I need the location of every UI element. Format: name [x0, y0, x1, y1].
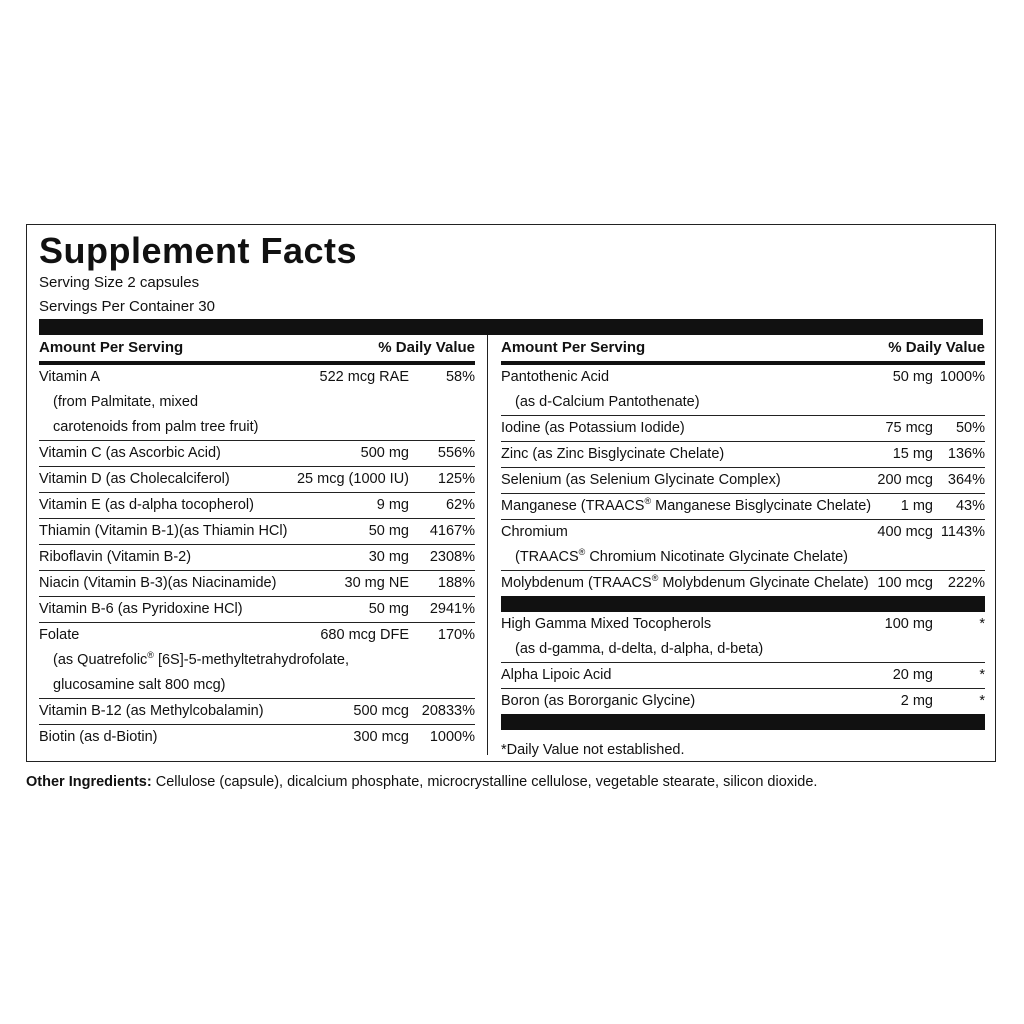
nutrient-row [39, 725, 475, 750]
nutrient-row [39, 623, 475, 699]
nutrient-daily-value: 222% [947, 575, 985, 591]
nutrient-row [39, 441, 475, 467]
right-column-header [501, 335, 985, 365]
nutrient-daily-value: 50% [955, 420, 985, 436]
nutrient-name: Vitamin D (as Cholecalciferol) [39, 471, 230, 487]
nutrient-daily-value: 20833% [421, 703, 475, 719]
nutrient-name: Vitamin B-6 (as Pyridoxine HCl) [39, 601, 243, 617]
header-divider-bar [39, 319, 983, 335]
nutrient-row [39, 365, 475, 441]
nutrient-amount: 400 mcg [877, 524, 933, 540]
nutrient-row [501, 468, 985, 494]
nutrient-amount: 100 mg [884, 616, 933, 632]
section-divider-bar [501, 596, 985, 612]
nutrient-amount: 20 mg [892, 667, 933, 683]
nutrient-name: Boron (as Bororganic Glycine) [501, 693, 696, 709]
nutrient-amount: 522 mcg RAE [319, 369, 409, 385]
nutrient-row [501, 416, 985, 442]
nutrient-name: Folate [39, 627, 80, 643]
nutrient-name: Riboflavin (Vitamin B-2) [39, 549, 192, 565]
nutrient-row [501, 663, 985, 689]
nutrient-source-note: glucosamine salt 800 mcg) [53, 677, 226, 693]
right-nutrient-list [501, 365, 985, 596]
left-column-header [39, 335, 475, 365]
nutrient-name: Manganese (TRAACS® Manganese Bisglycinate Chelate) [501, 496, 872, 514]
nutrient-amount: 25 mcg (1000 IU) [296, 471, 409, 487]
nutrient-name: Vitamin E (as d-alpha tocopherol) [39, 497, 254, 513]
nutrient-daily-value: 2941% [429, 601, 475, 617]
nutrient-amount: 30 mg NE [344, 575, 409, 591]
nutrient-row [39, 519, 475, 545]
nutrient-row [39, 467, 475, 493]
nutrient-daily-value: 188% [437, 575, 475, 591]
nutrient-amount: 300 mcg [353, 729, 409, 745]
other-ingredients-text: Cellulose (capsule), dicalcium phosphate, microcrystalline cellulose, vegetable stearate, silicon dioxide. [151, 774, 818, 790]
servings-per-container: Servings Per Container 30 [39, 298, 215, 315]
nutrient-amount: 50 mg [892, 369, 933, 385]
column-divider [487, 335, 488, 755]
amount-per-serving-label: Amount Per Serving [501, 339, 646, 356]
supplement-facts-panel [26, 224, 996, 762]
nutrient-amount: 15 mg [892, 446, 933, 462]
nutrient-amount: 1 mg [900, 498, 933, 514]
facts-title: Supplement Facts [39, 230, 358, 271]
nutrient-name: Vitamin B-12 (as Methylcobalamin) [39, 703, 264, 719]
nutrient-daily-value: 43% [955, 498, 985, 514]
nutrient-daily-value: 2308% [429, 549, 475, 565]
nutrient-daily-value: * [979, 616, 985, 632]
nutrient-amount: 2 mg [900, 693, 933, 709]
nutrient-source-note: (from Palmitate, mixed [53, 394, 199, 410]
nutrient-name: Zinc (as Zinc Bisglycinate Chelate) [501, 446, 725, 462]
nutrient-daily-value: 1143% [940, 524, 985, 540]
left-nutrient-list [39, 365, 475, 750]
nutrient-name: High Gamma Mixed Tocopherols [501, 616, 712, 632]
nutrient-row [501, 689, 985, 714]
nutrient-amount: 500 mcg [353, 703, 409, 719]
nutrient-amount: 9 mg [376, 497, 409, 513]
serving-size: Serving Size 2 capsules [39, 274, 200, 291]
right-column [501, 335, 985, 758]
nutrient-amount: 50 mg [368, 523, 409, 539]
nutrient-row [39, 545, 475, 571]
nutrient-source-note: carotenoids from palm tree fruit) [53, 419, 259, 435]
other-ingredients [26, 772, 817, 792]
nutrient-daily-value: * [979, 667, 985, 683]
nutrient-amount: 100 mcg [877, 575, 933, 591]
nutrient-daily-value: 556% [437, 445, 475, 461]
nutrient-amount: 75 mcg [885, 420, 933, 436]
nutrient-name: Molybdenum (TRAACS® Molybdenum Glycinate Chelate) [501, 573, 869, 591]
nutrient-amount: 50 mg [368, 601, 409, 617]
nutrient-row [501, 494, 985, 520]
nutrient-row [39, 699, 475, 725]
section-divider-bar [501, 714, 985, 730]
nutrient-daily-value: 136% [947, 446, 985, 462]
nutrient-daily-value: 125% [437, 471, 475, 487]
nutrient-source-note: (as Quatrefolic® [6S]-5-methyltetrahydrofolate, [53, 650, 349, 668]
nutrient-row [39, 597, 475, 623]
nutrient-source-note: (as d-Calcium Pantothenate) [515, 394, 700, 410]
nutrient-row [501, 520, 985, 571]
nutrient-amount: 500 mg [360, 445, 409, 461]
daily-value-footnote: *Daily Value not established. [501, 742, 685, 758]
nutrient-row [39, 571, 475, 597]
nutrient-name: Pantothenic Acid [501, 369, 610, 385]
nutrient-daily-value: 170% [437, 627, 475, 643]
nutrient-name: Selenium (as Selenium Glycinate Complex) [501, 472, 781, 488]
right-other-list [501, 612, 985, 714]
nutrient-daily-value: 1000% [939, 369, 985, 385]
nutrient-name: Iodine (as Potassium Iodide) [501, 420, 685, 436]
nutrient-name: Vitamin C (as Ascorbic Acid) [39, 445, 221, 461]
daily-value-label: % Daily Value [888, 339, 985, 356]
nutrient-daily-value: 62% [445, 497, 475, 513]
nutrient-row [501, 571, 985, 596]
other-ingredients-label: Other Ingredients: [26, 774, 152, 790]
amount-per-serving-label: Amount Per Serving [39, 339, 184, 356]
daily-value-label: % Daily Value [378, 339, 475, 356]
nutrient-daily-value: 364% [947, 472, 985, 488]
nutrient-daily-value: 1000% [429, 729, 475, 745]
nutrient-name: Thiamin (Vitamin B-1)(as Thiamin HCl) [39, 523, 288, 539]
nutrient-name: Vitamin A [39, 369, 100, 385]
nutrient-name: Biotin (as d-Biotin) [39, 729, 158, 745]
nutrient-source-note: (TRAACS® Chromium Nicotinate Glycinate Chelate) [515, 547, 849, 565]
nutrient-daily-value: 4167% [429, 523, 475, 539]
nutrient-daily-value: 58% [445, 369, 475, 385]
nutrient-source-note: (as d-gamma, d-delta, d-alpha, d-beta) [515, 641, 764, 657]
nutrient-row [501, 365, 985, 416]
nutrient-row [501, 442, 985, 468]
nutrient-row [39, 493, 475, 519]
nutrient-amount: 200 mcg [877, 472, 933, 488]
nutrient-row [501, 612, 985, 663]
left-column [39, 335, 475, 750]
nutrient-daily-value: * [979, 693, 985, 709]
nutrient-amount: 680 mcg DFE [320, 627, 409, 643]
nutrient-name: Alpha Lipoic Acid [501, 667, 612, 683]
nutrient-name: Chromium [501, 524, 568, 540]
nutrient-amount: 30 mg [368, 549, 409, 565]
nutrient-name: Niacin (Vitamin B-3)(as Niacinamide) [39, 575, 277, 591]
